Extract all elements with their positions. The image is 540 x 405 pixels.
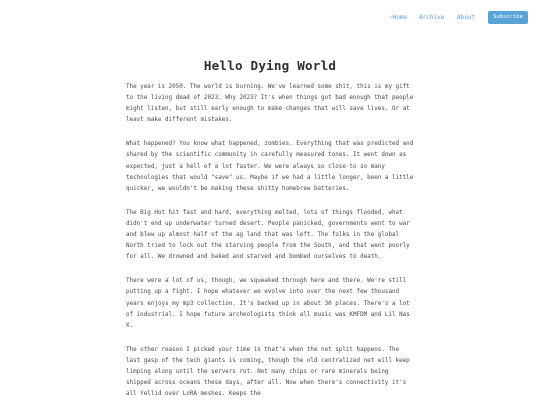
post-paragraph: The other reason I picked your time is that's when the net split happens. The last gasp of the tech giants is coming, though the old centralized net will keep limping along until the servers rot. Not many chips or rare minerals being shipped across oceans these days, after all. Now when there's connectivity it's all Yellid over LoRA meshes. Keeps the: [126, 346, 410, 398]
post-paragraph: The year is 2050. The world is burning. We've learned some shit, this is my gift to the living dead of 2023. Why 2023? It's when things got bad enough that people might listen, but still early enough to make changes that will save lives. Or at least make different mistakes.: [126, 84, 414, 124]
nav-link-archive[interactable]: Archive: [419, 14, 445, 21]
site-nav: [0, 11, 540, 25]
nav-link-home[interactable]: ~Home: [389, 14, 408, 21]
post-paragraph: What happened? You know what happened, zombies. Everything that was predicted and shared by the scientific community in carefully measured tones. It went down as expected, just a hell of a lot faster. We were always so close to so many technologies that would "save" us. Maybe if we had a little longer, been a little quicker, we wouldn't be making these shitty homebrew batteries.: [126, 141, 414, 192]
post-paragraph: The Big Hot hit fast and hard, everything melted, lots of things flooded, what didn't end up underwater turned desert. People panicked, governments went to war and blew up almost half of the ag land that was left. The folks in the global North tried to lock out the starving people from the South, and that went poorly for all. We drowned and baked and starved and bombed ourselves to death.: [126, 209, 410, 261]
post-body: [126, 82, 416, 405]
subscribe-button[interactable]: Subscribe: [488, 11, 528, 24]
post-paragraph: There were a lot of us, though, we squeaked through here and there. We're still putting up a fight. I hope whatever we evolve into over the next few thousand years enjoys my mp3 collection. It's backed up in about 30 places. There's a lot of industrial. I hope future archeologists think all music was KMFDM and Lil Nas X.: [126, 278, 410, 329]
post-title: Hello Dying World: [203, 58, 337, 74]
nav-link-about[interactable]: About: [457, 14, 476, 21]
